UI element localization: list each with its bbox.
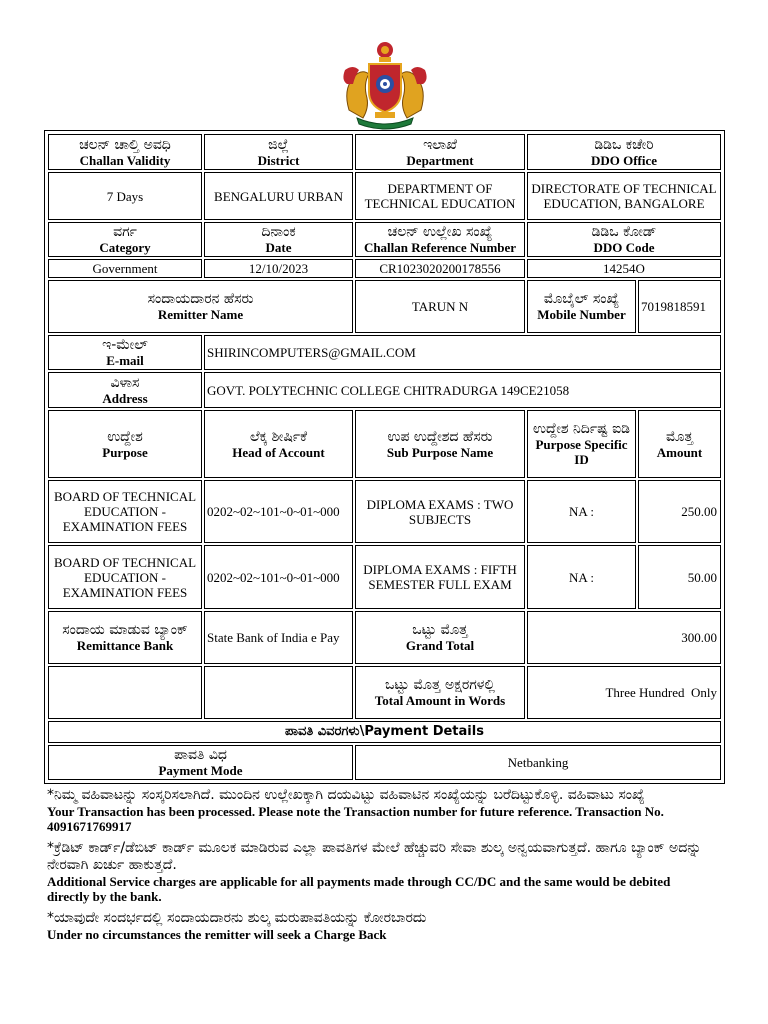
challan-table bbox=[44, 130, 725, 784]
table-row-1-sub-purpose: DIPLOMA EXAMS : TWO SUBJECTS bbox=[355, 480, 525, 543]
district-label: ಜಿಲ್ಲೆ District bbox=[204, 134, 353, 170]
date-value: 12/10/2023 bbox=[204, 259, 353, 278]
table-row-2-amount: 50.00 bbox=[638, 545, 721, 609]
table-row-2-head-of-account: 0202~02~101~0~01~000 bbox=[204, 545, 353, 609]
charge-back-note: *ಯಾವುದೇ ಸಂದರ್ಭದಲ್ಲಿ ಸಂದಾಯದಾರನು ಶುಲ್ಕ ಮರುಪಾವತಿಯನ್ನು ಕೋರಬಾರದು Under no circumstances the remitter will seek a Charge Back bbox=[47, 910, 427, 942]
department-label: ಇಲಾಖೆ Department bbox=[355, 134, 525, 170]
remitter-name-value: TARUN N bbox=[355, 280, 525, 333]
email-label: ಇ-ಮೇಲ್ E-mail bbox=[48, 335, 202, 370]
address-label: ವಿಳಾಸ Address bbox=[48, 372, 202, 408]
challan-validity-label: ಚಲನ್ ಚಾಲ್ತಿ ಅವಧಿ Challan Validity bbox=[48, 134, 202, 170]
transaction-note: *ನಿಮ್ಮ ವಹಿವಾಟನ್ನು ಸಂಸ್ಕರಿಸಲಾಗಿದೆ. ಮುಂದಿನ ಉಲ್ಲೇಖಕ್ಕಾಗಿ ದಯವಿಟ್ಟು ವಹಿವಾಟಿನ ಸಂಖ್ಯೆಯನ್ನು ಬರೆದಿಟ್ಟುಕೊಳ್ಳಿ. ವಹಿವಾಟು ಸಂಖ್ಯೆ Your Transaction has been processed. Please note the Transaction number for future reference. Transaction No. 4091671769917 bbox=[47, 787, 664, 834]
amount-header: ಮೊತ್ತ Amount bbox=[638, 410, 721, 478]
date-label: ದಿನಾಂಕ Date bbox=[204, 222, 353, 257]
remittance-bank-value: State Bank of India e Pay bbox=[204, 611, 353, 664]
footer-notes bbox=[47, 787, 737, 948]
sub-purpose-header: ಉಪ ಉದ್ದೇಶದ ಹೆಸರು Sub Purpose Name bbox=[355, 410, 525, 478]
grand-total-value: 300.00 bbox=[527, 611, 721, 664]
table-row-2-sub-purpose: DIPLOMA EXAMS : FIFTH SEMESTER FULL EXAM bbox=[355, 545, 525, 609]
email-value: SHIRINCOMPUTERS@GMAIL.COM bbox=[204, 335, 721, 370]
service-charge-note: *ಕ್ರೆಡಿಟ್ ಕಾರ್ಡ್/ಡೆಬಿಟ್ ಕಾರ್ಡ್ ಮೂಲಕ ಮಾಡಿರುವ ಎಲ್ಲಾ ಪಾವತಿಗಳ ಮೇಲೆ ಹೆಚ್ಚುವರಿ ಸೇವಾ ಶುಲ್ಕ ಅನ್ವಯವಾಗುತ್ತದೆ. ಹಾಗೂ ಬ್ಯಾಂಕ್ ಅದನ್ನು ನೇರವಾಗಿ ಖರ್ಚು ಹಾಕುತ್ತದೆ. Additional Service charges are applicable for all payments made through CC/DC and the same would be debited directly by the bank. bbox=[47, 840, 702, 904]
district-value: BENGALURU URBAN bbox=[204, 172, 353, 220]
blank-cell-2 bbox=[204, 666, 353, 719]
table-row-1-purpose-id: NA : bbox=[527, 480, 636, 543]
mobile-number-value: 7019818591 bbox=[638, 280, 721, 333]
remitter-name-label: ಸಂದಾಯದಾರನ ಹೆಸರು Remitter Name bbox=[48, 280, 353, 333]
table-row-1-head-of-account: 0202~02~101~0~01~000 bbox=[204, 480, 353, 543]
challan-reference-value: CR1023020200178556 bbox=[355, 259, 525, 278]
blank-cell-1 bbox=[48, 666, 202, 719]
challan-reference-label: ಚಲನ್ ಉಲ್ಲೇಖ ಸಂಖ್ಯೆ Challan Reference Number bbox=[355, 222, 525, 257]
table-row-2-purpose-id: NA : bbox=[527, 545, 636, 609]
category-value: Government bbox=[48, 259, 202, 278]
purpose-header: ಉದ್ದೇಶ Purpose bbox=[48, 410, 202, 478]
ddo-office-label: ಡಿಡಿಒ ಕಚೇರಿ DDO Office bbox=[527, 134, 721, 170]
ddo-code-label: ಡಿಡಿಒ ಕೋಡ್ DDO Code bbox=[527, 222, 721, 257]
total-in-words-value: Three Hundred Only bbox=[527, 666, 721, 719]
karnataka-emblem-icon bbox=[339, 40, 431, 130]
address-value: GOVT. POLYTECHNIC COLLEGE CHITRADURGA 149CE21058 bbox=[204, 372, 721, 408]
remittance-bank-label: ಸಂದಾಯ ಮಾಡುವ ಬ್ಯಾಂಕ್ Remittance Bank bbox=[48, 611, 202, 664]
table-row-2-purpose: BOARD OF TECHNICAL EDUCATION - EXAMINATION FEES bbox=[48, 545, 202, 609]
ddo-code-value: 14254O bbox=[527, 259, 721, 278]
category-label: ವರ್ಗ Category bbox=[48, 222, 202, 257]
ddo-office-value: DIRECTORATE OF TECHNICAL EDUCATION, BANGALORE bbox=[527, 172, 721, 220]
mobile-number-label: ಮೊಬೈಲ್ ಸಂಖ್ಯೆ Mobile Number bbox=[527, 280, 636, 333]
payment-details-title: ಪಾವತಿ ವಿವರಗಳು\Payment Details bbox=[48, 721, 721, 743]
payment-mode-label: ಪಾವತಿ ವಿಧ Payment Mode bbox=[48, 745, 353, 780]
total-in-words-label: ಒಟ್ಟು ಮೊತ್ತ ಅಕ್ಷರಗಳಲ್ಲಿ Total Amount in Words bbox=[355, 666, 525, 719]
purpose-specific-id-header: ಉದ್ದೇಶ ನಿರ್ದಿಷ್ಟ ಐಡಿ Purpose Specific ID bbox=[527, 410, 636, 478]
head-of-account-header: ಲೆಕ್ಕ ಶೀರ್ಷಿಕೆ Head of Account bbox=[204, 410, 353, 478]
grand-total-label: ಒಟ್ಟು ಮೊತ್ತ Grand Total bbox=[355, 611, 525, 664]
table-row-1-amount: 250.00 bbox=[638, 480, 721, 543]
table-row-1-purpose: BOARD OF TECHNICAL EDUCATION - EXAMINATION FEES bbox=[48, 480, 202, 543]
challan-validity-value: 7 Days bbox=[48, 172, 202, 220]
department-value: DEPARTMENT OF TECHNICAL EDUCATION bbox=[355, 172, 525, 220]
payment-mode-value: Netbanking bbox=[355, 745, 721, 780]
